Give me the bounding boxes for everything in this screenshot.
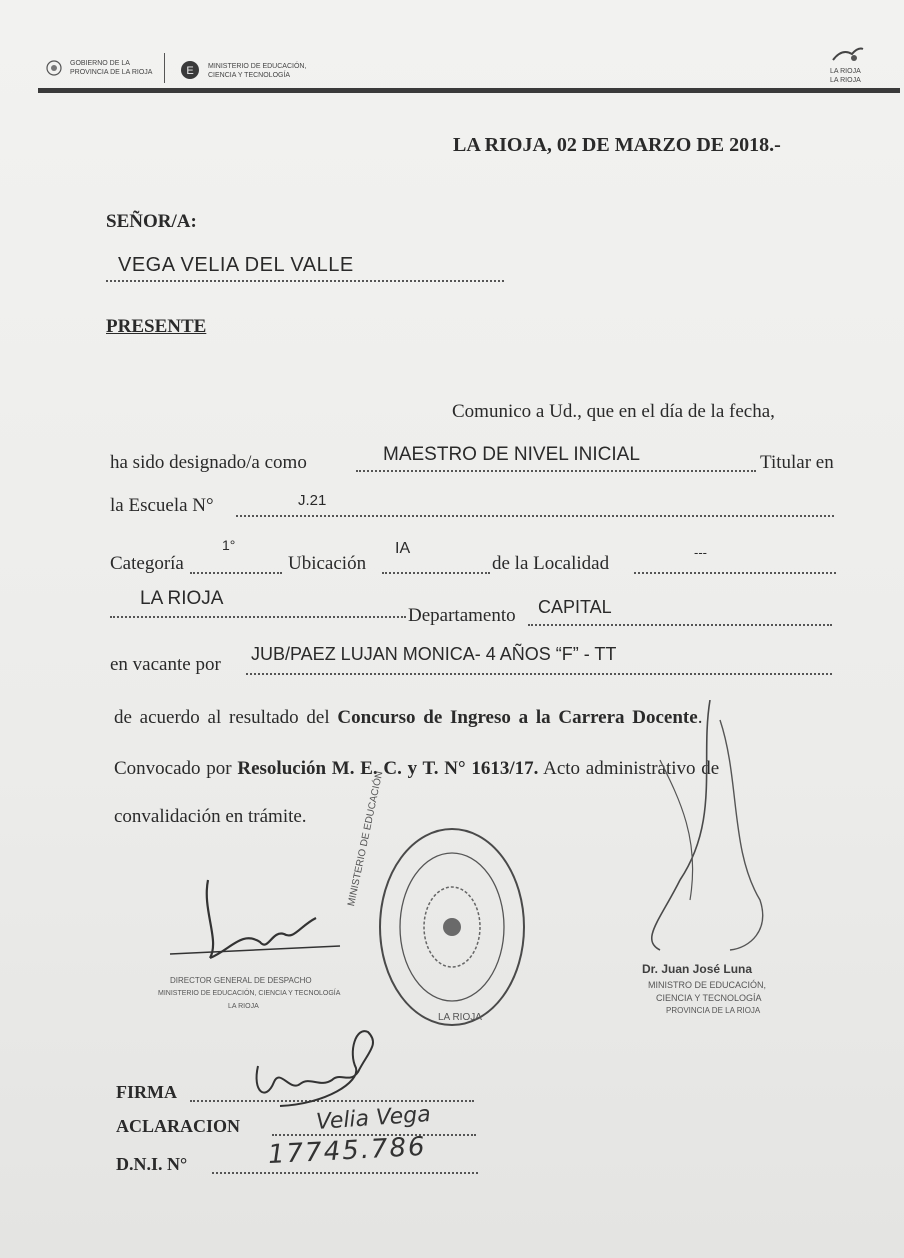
dni-value: 17745.786 <box>267 1131 428 1171</box>
cargo-line <box>356 470 756 472</box>
brand-line-2: LA RIOJA <box>830 77 861 84</box>
minister-caption-3: PROVINCIA DE LA RIOJA <box>666 1006 761 1015</box>
minister-caption-1: MINISTRO DE EDUCACIÓN, <box>648 980 767 990</box>
firma-label: FIRMA <box>116 1082 177 1102</box>
header-divider <box>164 53 165 83</box>
ciudad-value: LA RIOJA <box>140 588 224 609</box>
brand-line-1: LA RIOJA <box>830 68 861 75</box>
departamento-label: Departamento <box>408 605 516 626</box>
director-caption-2: MINISTERIO DE EDUCACIÓN, CIENCIA Y TECNOLOGÍA <box>158 990 341 997</box>
vacante-value: JUB/PAEZ LUJAN MONICA- 4 AÑOS “F” - TT <box>251 644 617 664</box>
minister-caption-2: CIENCIA Y TECNOLOGÍA <box>656 993 762 1003</box>
aclaracion-label: ACLARACION <box>116 1116 241 1136</box>
concurso-text: Concurso de Ingreso a la Carrera Docente <box>337 707 698 728</box>
intro-text: Comunico a Ud., que en el día de la fecha, <box>452 401 775 422</box>
gov-line-1: GOBIERNO DE LA <box>70 60 130 67</box>
ubicacion-line <box>382 572 490 574</box>
stamp-bottom-text: LA RIOJA <box>438 1012 482 1023</box>
dni-label: D.N.I. N° <box>116 1154 188 1174</box>
localidad-label: de la Localidad <box>492 553 610 574</box>
header-rule <box>38 88 900 93</box>
paragraph-line-1-text: de acuerdo al resultado del <box>114 707 338 728</box>
recipient-name: VEGA VELIA DEL VALLE <box>118 254 354 276</box>
categoria-value: 1° <box>222 537 236 553</box>
ciudad-line <box>110 616 406 618</box>
ministry-line-2: CIENCIA Y TECNOLOGÍA <box>208 72 291 79</box>
escuela-label: la Escuela N° <box>110 495 214 516</box>
letter-date: LA RIOJA, 02 DE MARZO DE 2018.- <box>453 134 781 156</box>
presente-heading: PRESENTE <box>106 316 207 337</box>
director-caption-3: LA RIOJA <box>228 1003 259 1010</box>
aclaracion-value: Velia Vega <box>315 1102 432 1135</box>
escuela-value: J.21 <box>298 492 327 509</box>
resolucion-text: Resolución M. E. C. y T. N° 1613/17. <box>237 758 539 779</box>
designado-label: ha sido designado/a como <box>110 452 307 473</box>
ministry-logo-icon <box>180 60 200 80</box>
paragraph-line-2-text: Convocado por <box>114 758 238 779</box>
la-rioja-brand-icon <box>830 44 866 66</box>
titular-label: Titular en <box>760 452 834 473</box>
departamento-line <box>528 624 832 626</box>
province-crest-icon <box>44 58 64 78</box>
paragraph-line-1-end: . <box>697 707 703 728</box>
localidad-line <box>634 572 836 574</box>
minister-name: Dr. Juan José Luna <box>642 962 753 976</box>
ubicacion-value: IA <box>395 540 411 557</box>
stamp-top-text: MINISTERIO DE EDUCACIÓN <box>346 770 386 908</box>
salutation: SEÑOR/A: <box>106 211 197 232</box>
departamento-value: CAPITAL <box>538 597 612 617</box>
paragraph-line-2-end: Acto administrativo de <box>538 758 720 779</box>
director-caption-1: DIRECTOR GENERAL DE DESPACHO <box>170 976 312 985</box>
vacante-line <box>246 673 832 675</box>
paragraph-line-3: convalidación en trámite. <box>114 806 307 827</box>
dni-line <box>212 1172 478 1174</box>
recipient-signature-mark <box>240 1022 390 1112</box>
localidad-value: --- <box>694 545 707 560</box>
ministry-line-1: MINISTERIO DE EDUCACIÓN, <box>208 63 307 70</box>
categoria-label: Categoría <box>110 553 184 574</box>
escuela-line <box>236 515 834 517</box>
cargo-value: MAESTRO DE NIVEL INICIAL <box>383 444 640 465</box>
vacante-label: en vacante por <box>110 654 221 675</box>
gov-line-2: PROVINCIA DE LA RIOJA <box>70 69 153 76</box>
ubicacion-label: Ubicación <box>288 553 367 574</box>
director-signature-mark <box>150 870 370 970</box>
svg-text:E: E <box>186 65 194 77</box>
categoria-line <box>190 572 282 574</box>
minister-signature-mark <box>560 700 820 960</box>
recipient-line <box>106 280 504 282</box>
ministry-stamp-seal <box>372 822 532 1032</box>
